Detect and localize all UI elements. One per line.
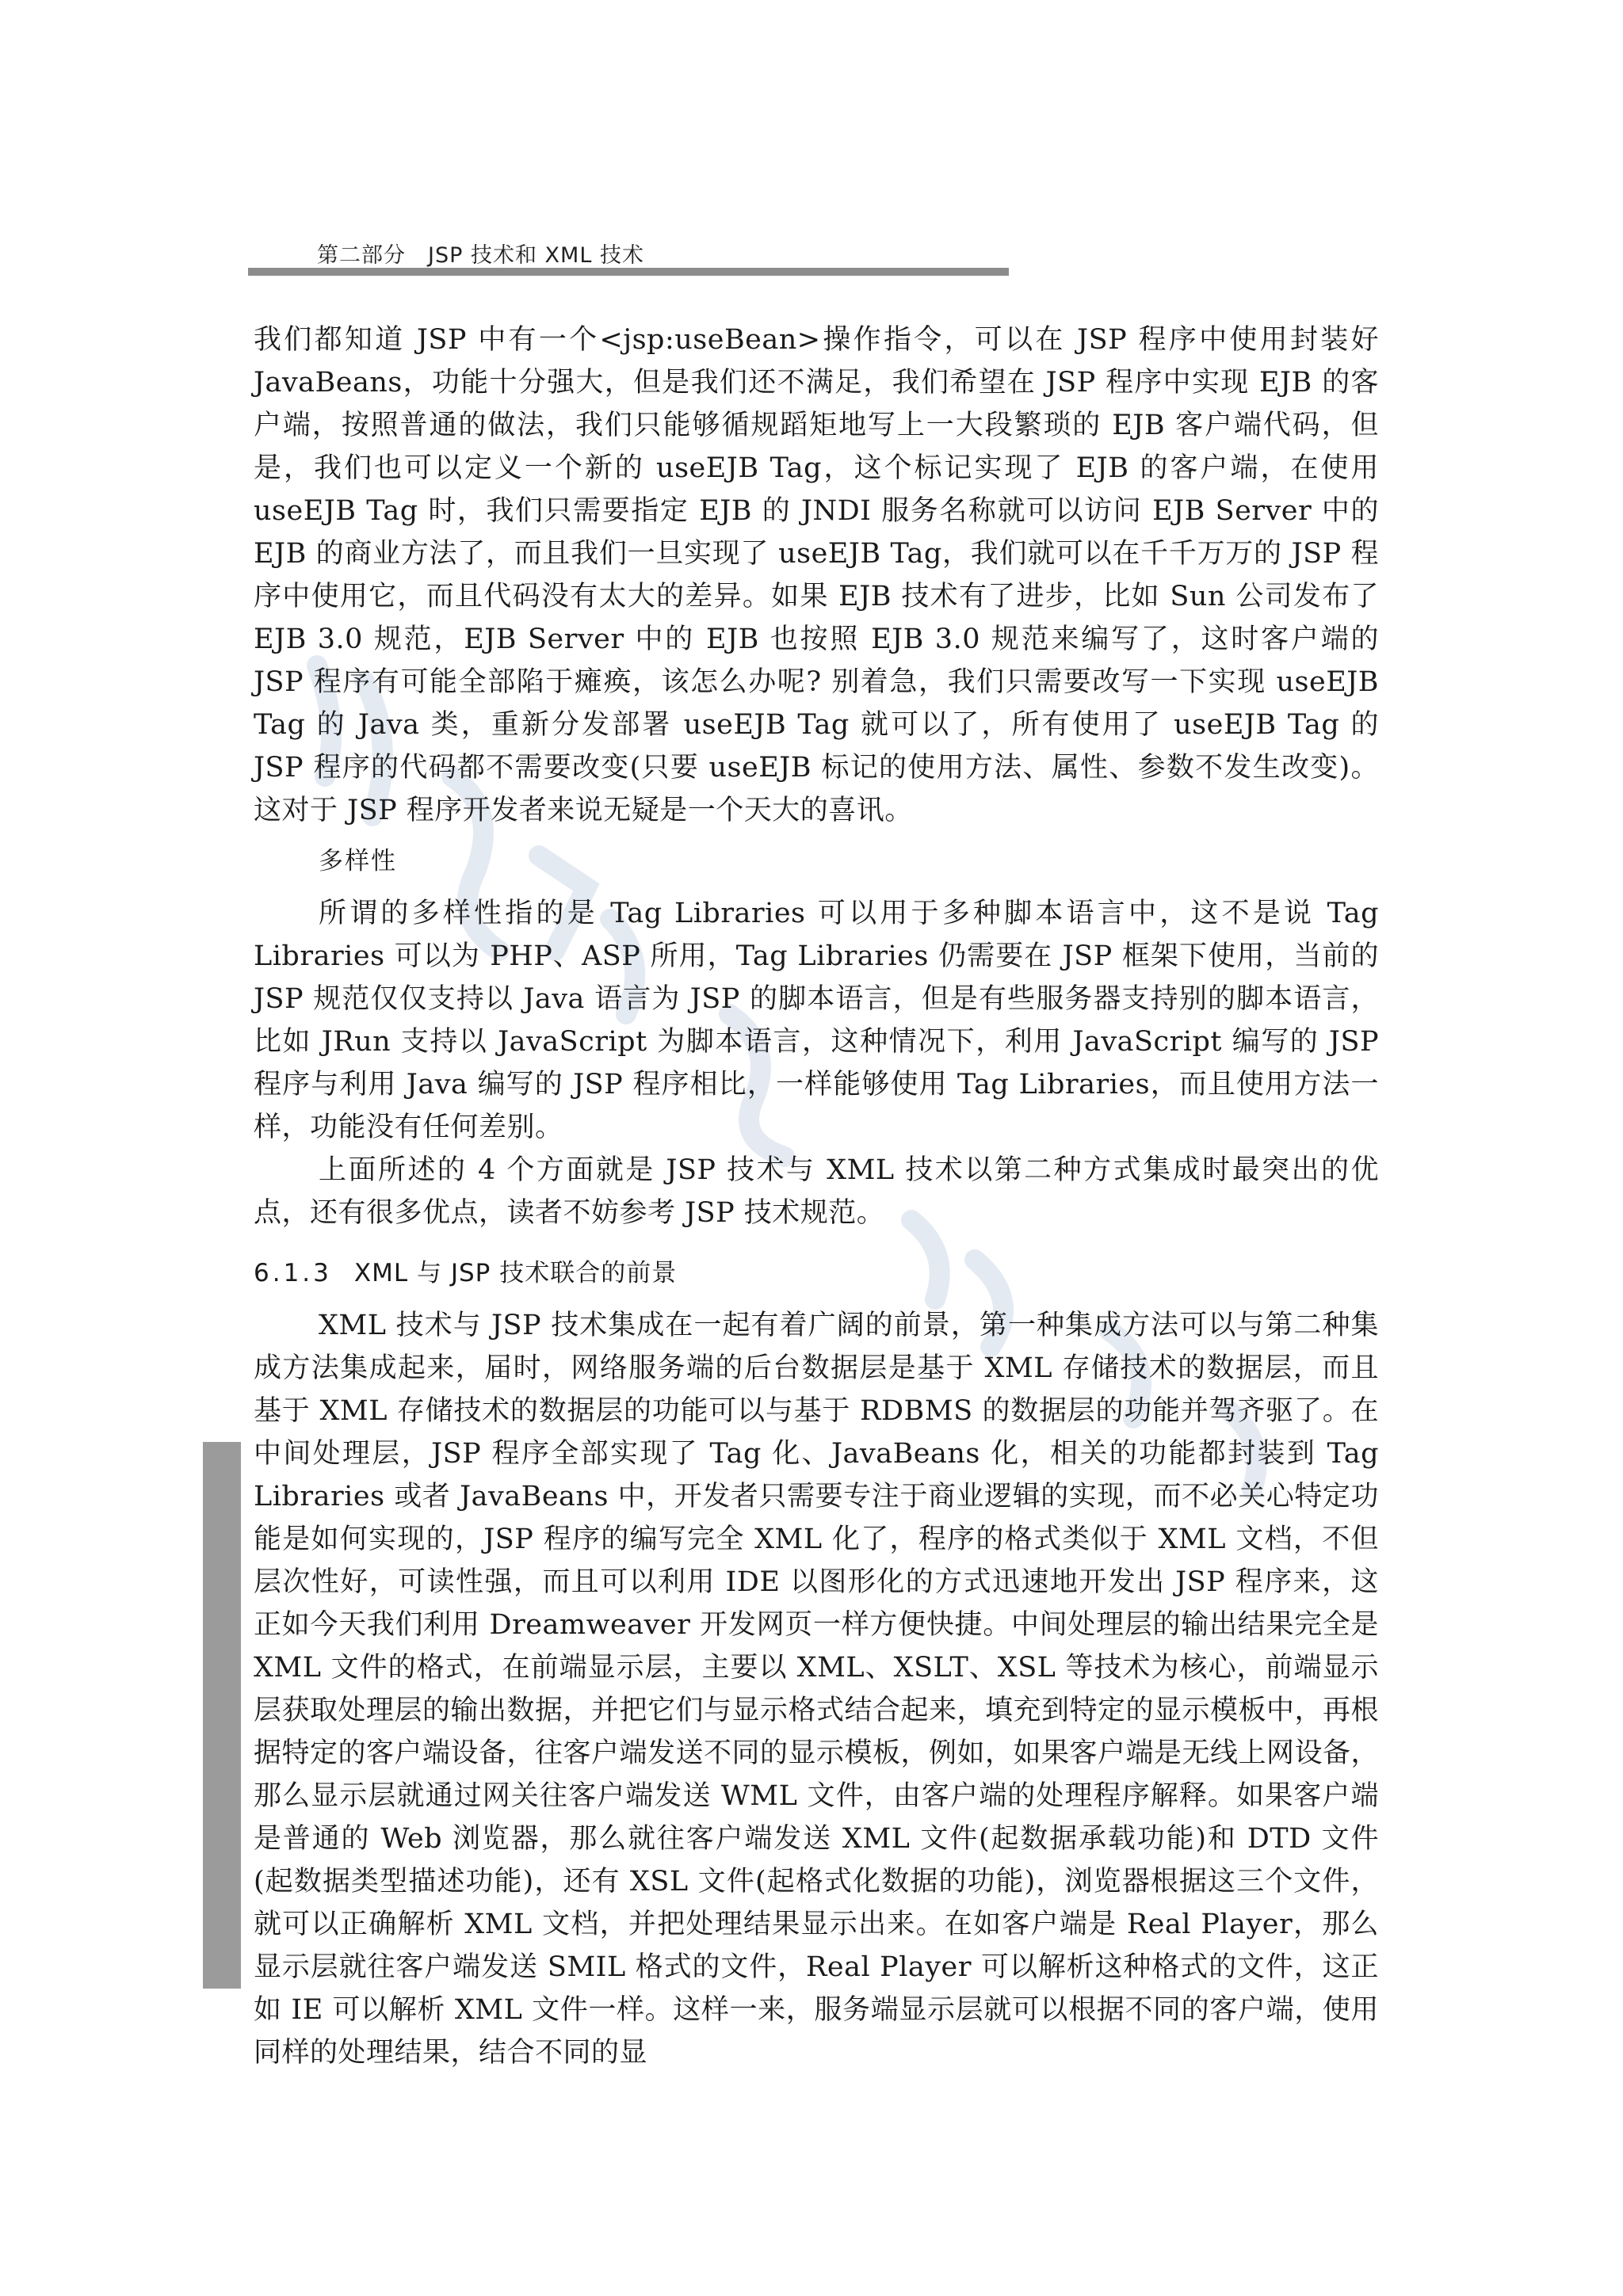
section-title: XML 与 JSP 技术联合的前景	[353, 1259, 678, 1287]
header-rule	[248, 268, 1009, 276]
paragraph: 所谓的多样性指的是 Tag Libraries 可以用于多种脚本语言中，这不是说 Tag Libraries 可以为 PHP、ASP 所用，Tag Libraries 仍需要在 JSP 框架下使用，当前的 JSP 规范仅仅支持以 Java 语言为 JSP 的脚本语言，但是有些服务器支持别的脚本语言，比如 JRun 支持以 JavaScript 为脚本语言，这种情况下，利用 JavaScript 编写的 JSP 程序与利用 Java 编写的 JSP 程序相比，一样能够使用 Tag Libraries，而且使用方法一样，功能没有任何差别。	[254, 898, 1379, 1143]
paragraph: 我们都知道 JSP 中有一个<jsp:useBean>操作指令，可以在 JSP 程序中使用封装好 JavaBeans，功能十分强大，但是我们还不满足，我们希望在 JSP 程序中实现 EJB 的客户端，按照普通的做法，我们只能够循规蹈矩地写上一大段繁琐的 EJB 客户端代码，但是，我们也可以定义一个新的 useEJB Tag，这个标记实现了 EJB 的客户端，在使用 useEJB Tag 时，我们只需要指定 EJB 的 JNDI 服务名称就可以访问 EJB Server 中的 EJB 的商业方法了，而且我们一旦实现了 useEJB Tag，我们就可以在千千万万的 JSP 程序中使用它，而且代码没有太大的差异。如果 EJB 技术有了进步，比如 Sun 公司发布了 EJB 3.0 规范，EJB Server 中的 EJB 也按照 EJB 3.0 规范来编写了，这时客户端的 JSP 程序有可能全部陷于瘫痪，该怎么办呢? 别着急，我们只需要改写一下实现 useEJB Tag 的 Java 类，重新分发部署 useEJB Tag 就可以了，所有使用了 useEJB Tag 的 JSP 程序的代码都不需要改变(只要 useEJB 标记的使用方法、属性、参数不发生改变)。这对于 JSP 程序开发者来说无疑是一个天大的喜讯。	[254, 324, 1379, 826]
section-number: 6.1.3	[254, 1259, 332, 1287]
paragraph: XML 技术与 JSP 技术集成在一起有着广阔的前景，第一种集成方法可以与第二种集成方法集成起来，届时，网络服务端的后台数据层是基于 XML 存储技术的数据层，而且基于 XML 存储技术的数据层的功能可以与基于 RDBMS 的数据层的功能并驾齐驱了。在中间处理层，JSP 程序全部实现了 Tag 化、JavaBeans 化，相关的功能都封装到 Tag Libraries 或者 JavaBeans 中，开发者只需要专注于商业逻辑的实现，而不必关心特定功能是如何实现的，JSP 程序的编写完全 XML 化了，程序的格式类似于 XML 文档，不但层次性好，可读性强，而且可以利用 IDE 以图形化的方式迅速地开发出 JSP 程序来，这正如今天我们利用 Dreamweaver 开发网页一样方便快捷。中间处理层的输出结果完全是 XML 文件的格式，在前端显示层，主要以 XML、XSLT、XSL 等技术为核心，前端显示层获取处理层的输出数据，并把它们与显示格式结合起来，填充到特定的显示模板中，再根据特定的客户端设备，往客户端发送不同的显示模板，例如，如果客户端是无线上网设备，那么显示层就通过网关往客户端发送 WML 文件，由客户端的处理程序解释。如果客户端是普通的 Web 浏览器，那么就往客户端发送 XML 文件(起数据承载功能)和 DTD 文件(起数据类型描述功能)，还有 XSL 文件(起格式化数据的功能)，浏览器根据这三个文件，就可以正确解析 XML 文档，并把处理结果显示出来。在如客户端是 Real Player，那么显示层就往客户端发送 SMIL 格式的文件，Real Player 可以解析这种格式的文件，这正如 IE 可以解析 XML 文件一样。这样一来，服务端显示层就可以根据不同的客户端，使用同样的处理结果，结合不同的显	[254, 1310, 1380, 2069]
side-thumb-tab	[203, 1442, 241, 1989]
page-body	[254, 318, 1379, 2074]
subheading: 多样性	[319, 847, 397, 875]
running-header: 第二部分 JSP 技术和 XML 技术	[317, 243, 644, 268]
paragraph: 上面所述的 4 个方面就是 JSP 技术与 XML 技术以第二种方式集成时最突出的优点，还有很多优点，读者不妨参考 JSP 技术规范。	[254, 1154, 1379, 1229]
section-heading	[254, 1252, 1379, 1295]
